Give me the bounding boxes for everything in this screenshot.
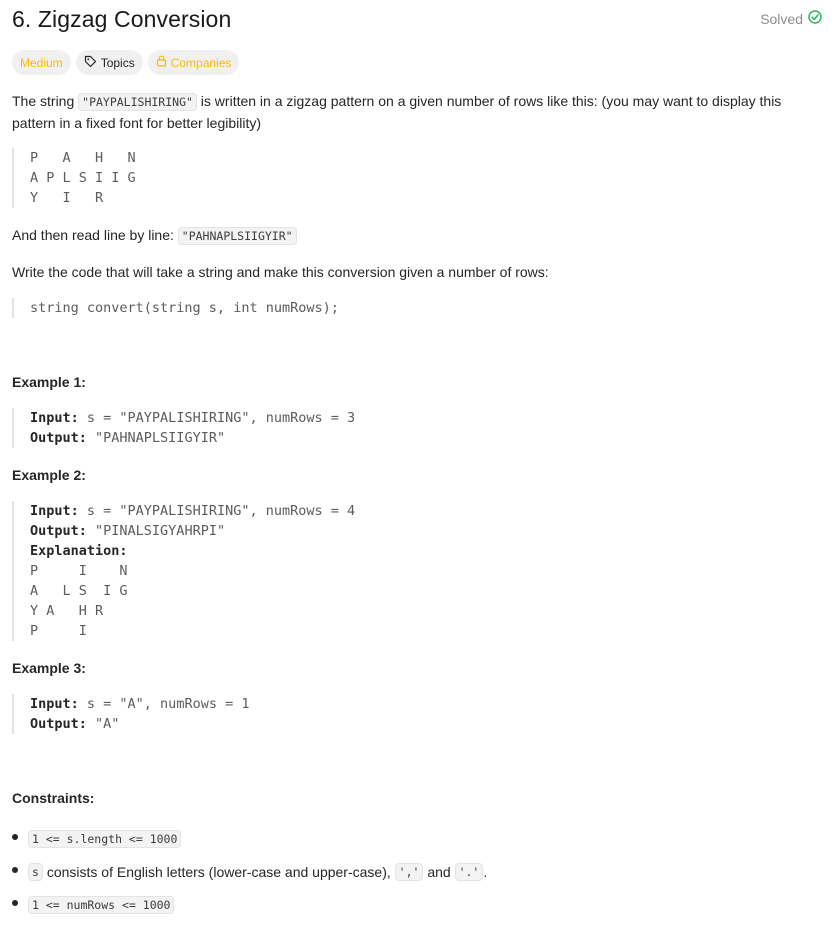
example-1-heading: Example 1: (12, 374, 86, 390)
companies-label: Companies (170, 55, 232, 70)
example-2-explanation: P I N A L S I G Y A H R P I (30, 563, 128, 639)
example-3-output-label: Output: (30, 716, 87, 732)
example-1-output: "PAHNAPLSIIGYIR" (86, 430, 226, 446)
write-code-text: Write the code that will take a string and make this conversion given a number of rows: (12, 264, 549, 280)
constraint-2-dot: '.' (455, 863, 484, 881)
example-2-explanation-label: Explanation: (30, 543, 128, 559)
difficulty-badge[interactable]: Medium (12, 50, 71, 75)
constraint-item (12, 855, 487, 888)
example-3-heading: Example 3: (12, 660, 86, 676)
constraint-2-text: consists of English letters (lower-case and upper-case), (42, 863, 395, 880)
constraint-2-comma: ',' (395, 863, 424, 881)
example-3-block (12, 694, 249, 734)
example-2-input: s = "PAYPALISHIRING", numRows = 4 (78, 503, 356, 519)
readline-text (12, 225, 802, 247)
constraint-1-code: 1 <= s.length <= 1000 (28, 830, 181, 848)
readline-code: "PAHNAPLSIIGYIR" (178, 227, 297, 245)
tag-row (12, 50, 239, 75)
tag-icon (84, 55, 97, 71)
topics-button[interactable] (76, 50, 143, 75)
constraint-2-and: and (423, 863, 455, 880)
example-1-output-label: Output: (30, 430, 87, 446)
example-3-input: s = "A", numRows = 1 (78, 696, 250, 712)
example-2-output-label: Output: (30, 523, 87, 539)
problem-header (12, 6, 822, 36)
problem-title: 6. Zigzag Conversion (12, 6, 232, 32)
solved-status (760, 10, 822, 27)
companies-button[interactable] (148, 50, 240, 75)
example-2-input-label: Input: (30, 503, 79, 519)
readline-prefix: And then read line by line: (12, 227, 178, 243)
example-2-output: "PINALSIGYAHRPI" (86, 523, 226, 539)
intro-prefix: The string (12, 93, 79, 109)
description-intro (12, 91, 802, 134)
constraint-2-code: s (28, 863, 43, 881)
example-2-heading: Example 2: (12, 467, 86, 483)
example-1-block (12, 408, 355, 448)
constraint-item (12, 888, 487, 921)
intro-code: "PAYPALISHIRING" (78, 93, 197, 111)
zigzag-pattern-block: P A H N A P L S I I G Y I R (12, 148, 136, 208)
example-1-input-label: Input: (30, 410, 79, 426)
topics-label: Topics (100, 55, 135, 70)
constraint-3-code: 1 <= numRows <= 1000 (28, 896, 174, 914)
solved-label: Solved (760, 10, 803, 27)
intro-suffix: is written in a zigzag pattern on a given number of rows like this: (you may want to display this pattern in a fixed font for better legibility) (12, 93, 782, 131)
constraint-2-end: . (483, 863, 488, 880)
example-3-input-label: Input: (30, 696, 79, 712)
constraints-list (12, 822, 487, 921)
constraints-heading: Constraints: (12, 790, 95, 806)
signature-block: string convert(string s, int numRows); (12, 298, 339, 318)
lock-icon (156, 55, 167, 70)
example-2-block (12, 501, 355, 641)
example-3-output: "A" (86, 716, 120, 732)
constraint-item (12, 822, 487, 855)
check-circle-icon (808, 10, 822, 27)
example-1-input: s = "PAYPALISHIRING", numRows = 3 (78, 410, 356, 426)
